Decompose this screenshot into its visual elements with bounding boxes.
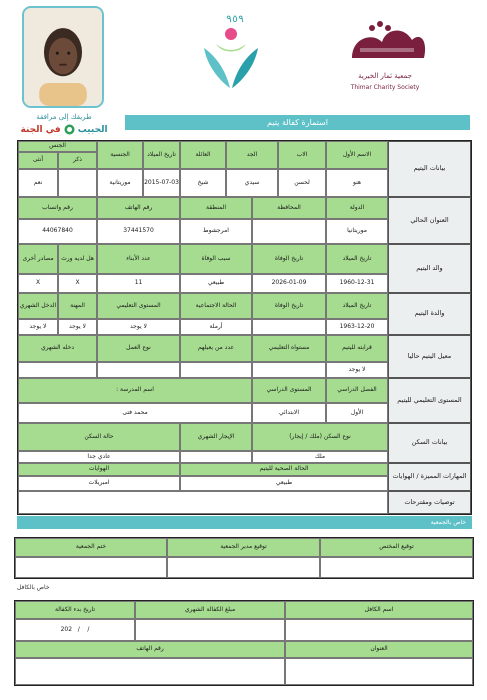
head-mother-birth: تاريخ الميلاد [326, 293, 388, 319]
value-sponsorship-amount[interactable] [135, 619, 285, 641]
value-work-type[interactable] [97, 362, 180, 378]
head-nationality: الجنسية [97, 141, 143, 169]
head-mother-education: المستوى التعليمي [97, 293, 180, 319]
value-gender-female[interactable]: نعم [18, 169, 58, 197]
head-father: الاب [278, 141, 326, 169]
head-governorate: المحافظة [252, 197, 326, 219]
head-marital-status: الحالة الاجتماعية [180, 293, 252, 319]
head-housing-condition: حالة السكن [18, 423, 180, 451]
value-caregiver-income[interactable] [18, 362, 97, 378]
value-sponsor-address[interactable] [285, 658, 473, 685]
label-skills: المهارات المميزة / الهوايات [388, 463, 471, 491]
head-first-name: الاسم الأول [326, 141, 388, 169]
head-health-status: الحالة الصحية لليتيم [180, 463, 388, 476]
value-region[interactable]: امرجشوط [180, 219, 252, 244]
head-death-cause: سبب الوفاة [180, 244, 252, 274]
head-inheritance: هل لديه ورث [58, 244, 97, 274]
value-father-death[interactable]: 2026-01-09 [252, 274, 326, 293]
value-sponsor-phone[interactable] [15, 658, 285, 685]
head-children-count: عدد الأبناء [97, 244, 180, 274]
head-region: المنطقة [180, 197, 252, 219]
value-father-birth[interactable]: 1960-12-31 [326, 274, 388, 293]
label-address: العنوان الحالي [388, 197, 471, 244]
label-education: المستوى التعليمي لليتيم [388, 378, 471, 423]
tagline: طريقك إلى مرافقة [36, 113, 92, 121]
head-director-signature: توقيع مدير الجمعية [167, 538, 320, 557]
head-school-level: المستوى الدراسي [252, 378, 326, 403]
value-phone[interactable]: 37441570 [97, 219, 180, 244]
head-caregiver-relation: قرابته لليتيم [326, 335, 388, 362]
value-mother-death[interactable] [252, 319, 326, 335]
form-number: ٩٥٩ [226, 14, 245, 25]
value-birthdate[interactable]: 2015-07-03 [143, 169, 180, 197]
orphan-photo [22, 6, 104, 108]
form-title: استمارة كفالة يتيم [125, 115, 470, 130]
label-housing: بيانات السكن [388, 423, 471, 463]
value-children-count[interactable]: 11 [97, 274, 180, 293]
value-association-stamp[interactable] [15, 557, 167, 578]
head-dependents-count: عدد من يعيلهم [180, 335, 252, 362]
value-sponsor-name[interactable] [285, 619, 473, 641]
head-gender: الجنس [18, 141, 97, 152]
value-mother-income[interactable]: لا يوجد [18, 319, 58, 335]
head-phone: رقم الهاتف [97, 197, 180, 219]
head-specialist-signature: توقيع المختص [320, 538, 473, 557]
head-hobbies: الهوايات [18, 463, 180, 476]
value-first-name[interactable]: هنو [326, 169, 388, 197]
head-semester: الفصل الدراسي [326, 378, 388, 403]
value-school-level[interactable]: الابتدائي [252, 403, 326, 423]
value-governorate[interactable] [252, 219, 326, 244]
value-health-status[interactable]: طبيعي [180, 476, 388, 491]
value-caregiver-relation[interactable]: لا يوجد [326, 362, 388, 378]
value-dependents-count[interactable] [180, 362, 252, 378]
head-birthdate: تاريخ الميلاد [143, 141, 180, 169]
head-other-sources: مصادر أخرى [18, 244, 58, 274]
value-other-sources[interactable]: X [18, 274, 58, 293]
value-mother-birth[interactable]: 1963-12-20 [326, 319, 388, 335]
head-sponsor-address: العنوان [285, 641, 473, 658]
label-orphan-data: بيانات اليتيم [388, 141, 471, 197]
org-name-ar: جمعية ثمار الخيرية [358, 72, 412, 80]
sponsor-section-label: خاص بالكافل [17, 584, 50, 591]
value-recommendations[interactable] [18, 491, 388, 514]
head-sponsorship-amount: مبلغ الكفالة الشهري [135, 601, 285, 619]
head-father-birth: تاريخ الميلاد [326, 244, 388, 274]
charity-emblem [196, 26, 266, 90]
head-sponsor-phone: رقم الهاتف [15, 641, 285, 658]
thimar-logo [342, 18, 432, 70]
green-emblem-icon [64, 124, 75, 135]
label-recommendations: توصيات ومقترحات [388, 491, 471, 514]
head-caregiver-income: دخله الشهري [18, 335, 97, 362]
head-mother-death: تاريخ الوفاة [252, 293, 326, 319]
brand-second: في الجنة [20, 124, 61, 135]
head-monthly-rent: الإيجار الشهري [180, 423, 252, 451]
head-father-death: تاريخ الوفاة [252, 244, 326, 274]
value-director-signature[interactable] [167, 557, 320, 578]
head-school-name: اسم المدرسة : [18, 378, 252, 403]
value-monthly-rent[interactable] [180, 451, 252, 463]
value-school-name[interactable]: محمد فتى [18, 403, 252, 423]
head-association-stamp: ختم الجمعية [15, 538, 167, 557]
value-start-date[interactable]: 202 / / [15, 619, 135, 641]
head-family: العائلة [180, 141, 226, 169]
head-start-date: تاريخ بدء الكفالة [15, 601, 135, 619]
value-gender-male[interactable] [58, 169, 97, 197]
value-death-cause[interactable]: طبيعي [180, 274, 252, 293]
value-marital-status[interactable]: أرملة [180, 319, 252, 335]
value-country[interactable]: موريتانيا [326, 219, 388, 244]
association-bar: خاص بالجمعية [17, 516, 472, 529]
value-specialist-signature[interactable] [320, 557, 473, 578]
head-housing-type: نوع السكن (ملك / إيجار) [252, 423, 388, 451]
head-gender-male: ذكر [58, 152, 97, 169]
value-family[interactable]: شيخ [180, 169, 226, 197]
value-mother-education[interactable]: لا يوجد [97, 319, 180, 335]
head-work-type: نوع العمل [97, 335, 180, 362]
value-hobbies[interactable]: امبريلات [18, 476, 180, 491]
head-country: الدولة [326, 197, 388, 219]
head-sponsor-name: اسم الكافل [285, 601, 473, 619]
value-grandfather[interactable]: سيدي [226, 169, 278, 197]
label-father: والد اليتيم [388, 244, 471, 293]
label-mother: والدة اليتيم [388, 293, 471, 335]
label-caregiver: معيل اليتيم حاليا [388, 335, 471, 378]
head-mother-income: الدخل الشهري [18, 293, 58, 319]
org-name-en: Thimar Charity Society [350, 84, 420, 91]
value-mother-job[interactable]: لا يوجد [58, 319, 97, 335]
value-semester[interactable]: الأول [326, 403, 388, 423]
value-inheritance[interactable]: X [58, 274, 97, 293]
head-whatsapp: رقم واتساب [18, 197, 97, 219]
value-housing-condition[interactable]: عادي جدا [18, 451, 180, 463]
brand-first: الحبيب [77, 124, 108, 135]
value-father[interactable]: لحسن [278, 169, 326, 197]
brand-name [14, 124, 114, 135]
value-housing-type[interactable]: ملك [252, 451, 388, 463]
head-grandfather: الجد [226, 141, 278, 169]
head-caregiver-education: مستواه التعليمي [252, 335, 326, 362]
value-nationality[interactable]: موريتانية [97, 169, 143, 197]
value-whatsapp[interactable]: 44067840 [18, 219, 97, 244]
head-mother-job: المهنة [58, 293, 97, 319]
value-caregiver-education[interactable] [252, 362, 326, 378]
head-gender-female: أنثى [18, 152, 58, 169]
